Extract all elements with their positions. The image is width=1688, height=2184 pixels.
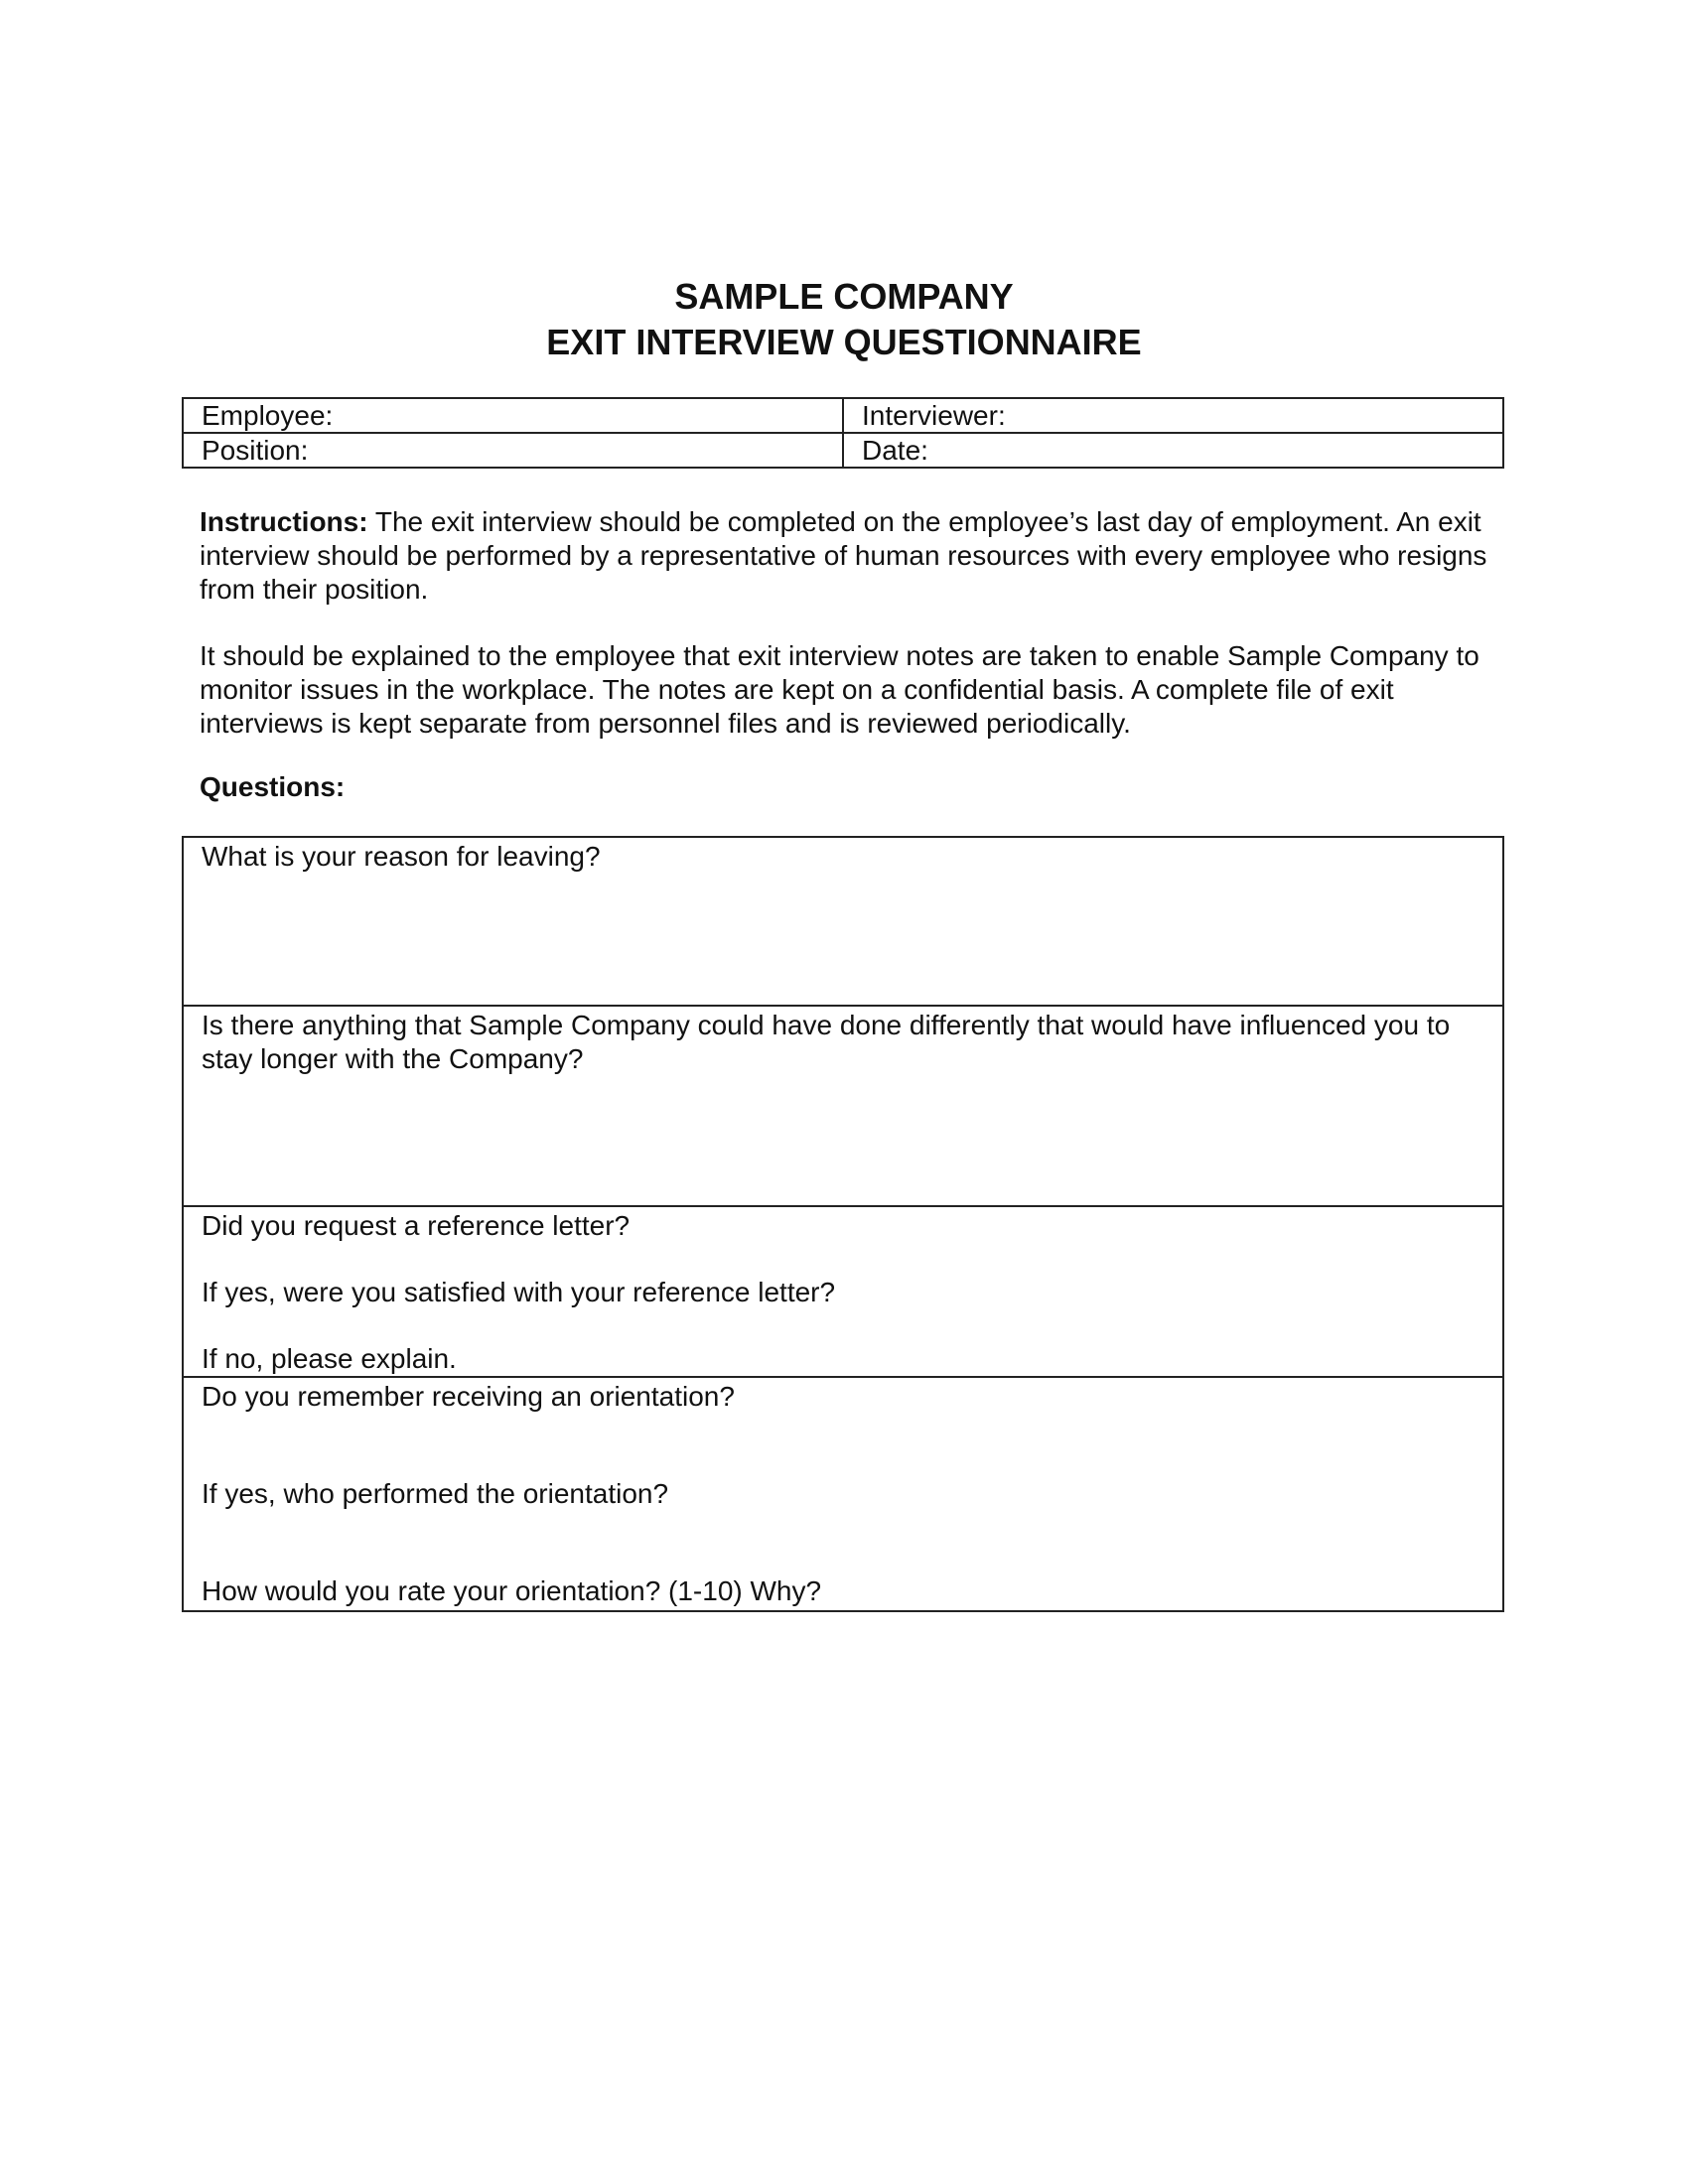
question-orientation-received: Do you remember receiving an orientation? [202, 1381, 735, 1412]
question-done-differently: Is there anything that Sample Company could have done differently that would have influenced you to stay longer with the Company? [202, 1010, 1451, 1074]
question-row-reference[interactable] [183, 1206, 1503, 1377]
date-field[interactable] [843, 433, 1503, 468]
interviewer-label: Interviewer: [862, 399, 1006, 431]
position-label: Position: [202, 434, 309, 466]
question-reference-request: Did you request a reference letter? [202, 1210, 631, 1241]
company-name: SAMPLE COMPANY [674, 276, 1014, 317]
question-row-differently[interactable] [183, 1006, 1503, 1206]
instructions-paragraph-2: It should be explained to the employee that exit interview notes are taken to enable Sample Company to monitor issues in the workplace. The notes are kept on a confidential basis. A complete file of exit interviews is kept separate from personnel files and is reviewed periodically. [200, 640, 1479, 739]
questions-heading: Questions: [200, 771, 346, 802]
question-orientation-performer: If yes, who performed the orientation? [202, 1478, 669, 1509]
date-label: Date: [862, 434, 928, 466]
question-reference-satisfied: If yes, were you satisfied with your reference letter? [202, 1277, 836, 1307]
form-title: EXIT INTERVIEW QUESTIONNAIRE [546, 322, 1142, 362]
question-row-orientation[interactable] [183, 1377, 1503, 1611]
instructions-section [200, 505, 1500, 773]
instructions-label: Instructions: [200, 506, 368, 537]
question-row-reason[interactable] [183, 837, 1503, 1006]
employee-field[interactable] [183, 398, 843, 433]
employee-label: Employee: [202, 399, 334, 431]
question-reference-explain: If no, please explain. [202, 1343, 457, 1374]
title-block [0, 274, 1688, 365]
question-reason-for-leaving: What is your reason for leaving? [202, 841, 601, 872]
instructions-paragraph-1 [200, 505, 1500, 607]
instructions-text-1: The exit interview should be completed on the employee’s last day of employment. An exit interview should be performed by a representative of human resources with every employee who resigns from their position. [200, 506, 1487, 605]
interviewer-field[interactable] [843, 398, 1503, 433]
question-orientation-rating: How would you rate your orientation? (1-10) Why? [202, 1575, 822, 1606]
position-field[interactable] [183, 433, 843, 468]
questions-table [182, 836, 1504, 1612]
employee-info-table [182, 397, 1504, 469]
